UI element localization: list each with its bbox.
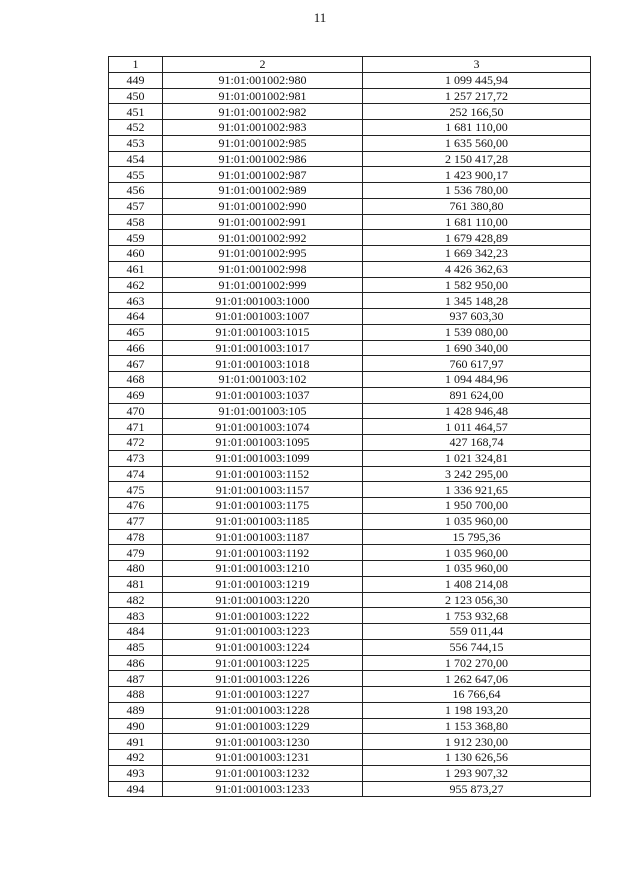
table-row (109, 340, 591, 356)
row-number-cell: 493 (109, 765, 163, 781)
table-row (109, 387, 591, 403)
table-row (109, 655, 591, 671)
table-row (109, 135, 591, 151)
cadastral-number-cell: 91:01:001002:985 (163, 135, 363, 151)
cadastral-number-cell: 91:01:001002:999 (163, 277, 363, 293)
table-row (109, 214, 591, 230)
cadastral-number-cell: 91:01:001003:1210 (163, 561, 363, 577)
cadastral-number-cell: 91:01:001003:1220 (163, 592, 363, 608)
row-number-cell: 450 (109, 88, 163, 104)
table-row (109, 167, 591, 183)
value-cell: 1 582 950,00 (363, 277, 591, 293)
row-number-cell: 488 (109, 687, 163, 703)
cadastral-value-table (108, 56, 591, 797)
table-row (109, 765, 591, 781)
row-number-cell: 491 (109, 734, 163, 750)
row-number-cell: 463 (109, 293, 163, 309)
cadastral-number-cell: 91:01:001003:1099 (163, 450, 363, 466)
cadastral-number-cell: 91:01:001002:992 (163, 230, 363, 246)
row-number-cell: 476 (109, 498, 163, 514)
cadastral-number-cell: 91:01:001003:1223 (163, 624, 363, 640)
value-cell: 1 408 214,08 (363, 576, 591, 592)
cadastral-number-cell: 91:01:001003:1157 (163, 482, 363, 498)
value-cell: 1 702 270,00 (363, 655, 591, 671)
value-cell: 1 130 626,56 (363, 750, 591, 766)
row-number-cell: 451 (109, 104, 163, 120)
value-cell: 1 035 960,00 (363, 561, 591, 577)
value-cell: 1 950 700,00 (363, 498, 591, 514)
row-number-cell: 461 (109, 261, 163, 277)
value-cell: 1 262 647,06 (363, 671, 591, 687)
table-row (109, 277, 591, 293)
table-row (109, 592, 591, 608)
row-number-cell: 487 (109, 671, 163, 687)
table-row (109, 230, 591, 246)
table-row (109, 435, 591, 451)
row-number-cell: 469 (109, 387, 163, 403)
cadastral-number-cell: 91:01:001003:1227 (163, 687, 363, 703)
row-number-cell: 474 (109, 466, 163, 482)
row-number-cell: 468 (109, 372, 163, 388)
row-number-cell: 453 (109, 135, 163, 151)
table-row (109, 198, 591, 214)
table-row (109, 450, 591, 466)
row-number-cell: 484 (109, 624, 163, 640)
value-cell: 1 690 340,00 (363, 340, 591, 356)
value-cell: 1 257 217,72 (363, 88, 591, 104)
row-number-cell: 477 (109, 513, 163, 529)
row-number-cell: 473 (109, 450, 163, 466)
cadastral-number-cell: 91:01:001003:1232 (163, 765, 363, 781)
row-number-cell: 466 (109, 340, 163, 356)
value-cell: 937 603,30 (363, 309, 591, 325)
row-number-cell: 460 (109, 246, 163, 262)
value-cell: 2 150 417,28 (363, 151, 591, 167)
row-number-cell: 475 (109, 482, 163, 498)
table-row (109, 246, 591, 262)
cadastral-number-cell: 91:01:001002:986 (163, 151, 363, 167)
row-number-cell: 458 (109, 214, 163, 230)
table-row (109, 419, 591, 435)
table-row (109, 183, 591, 199)
table-row (109, 324, 591, 340)
column-header: 2 (163, 57, 363, 73)
value-cell: 2 123 056,30 (363, 592, 591, 608)
row-number-cell: 459 (109, 230, 163, 246)
row-number-cell: 457 (109, 198, 163, 214)
table-row (109, 498, 591, 514)
value-cell: 427 168,74 (363, 435, 591, 451)
row-number-cell: 479 (109, 545, 163, 561)
value-cell: 1 681 110,00 (363, 120, 591, 136)
row-number-cell: 494 (109, 781, 163, 797)
cadastral-number-cell: 91:01:001002:998 (163, 261, 363, 277)
cadastral-number-cell: 91:01:001002:980 (163, 72, 363, 88)
cadastral-number-cell: 91:01:001002:991 (163, 214, 363, 230)
table-row (109, 608, 591, 624)
table-row (109, 356, 591, 372)
row-number-cell: 470 (109, 403, 163, 419)
table-row (109, 576, 591, 592)
cadastral-number-cell: 91:01:001002:982 (163, 104, 363, 120)
table-row (109, 671, 591, 687)
value-cell: 1 345 148,28 (363, 293, 591, 309)
value-cell: 761 380,80 (363, 198, 591, 214)
value-cell: 1 912 230,00 (363, 734, 591, 750)
table-row (109, 513, 591, 529)
cadastral-number-cell: 91:01:001003:1222 (163, 608, 363, 624)
cadastral-number-cell: 91:01:001003:1192 (163, 545, 363, 561)
table-row (109, 261, 591, 277)
row-number-cell: 452 (109, 120, 163, 136)
value-cell: 1 094 484,96 (363, 372, 591, 388)
value-cell: 1 035 960,00 (363, 513, 591, 529)
row-number-cell: 483 (109, 608, 163, 624)
table-row (109, 372, 591, 388)
row-number-cell: 449 (109, 72, 163, 88)
cadastral-number-cell: 91:01:001003:1037 (163, 387, 363, 403)
value-cell: 1 099 445,94 (363, 72, 591, 88)
cadastral-number-cell: 91:01:001003:1074 (163, 419, 363, 435)
table-row (109, 561, 591, 577)
cadastral-number-cell: 91:01:001002:995 (163, 246, 363, 262)
value-cell: 15 795,36 (363, 529, 591, 545)
cadastral-number-cell: 91:01:001003:1017 (163, 340, 363, 356)
table-row (109, 403, 591, 419)
cadastral-number-cell: 91:01:001003:1185 (163, 513, 363, 529)
cadastral-number-cell: 91:01:001003:1230 (163, 734, 363, 750)
value-cell: 1 428 946,48 (363, 403, 591, 419)
cadastral-number-cell: 91:01:001003:1226 (163, 671, 363, 687)
row-number-cell: 480 (109, 561, 163, 577)
row-number-cell: 465 (109, 324, 163, 340)
cadastral-number-cell: 91:01:001003:1219 (163, 576, 363, 592)
row-number-cell: 464 (109, 309, 163, 325)
cadastral-number-cell: 91:01:001003:1233 (163, 781, 363, 797)
table-row (109, 104, 591, 120)
column-header: 3 (363, 57, 591, 73)
table-row (109, 151, 591, 167)
value-cell: 252 166,50 (363, 104, 591, 120)
value-cell: 1 011 464,57 (363, 419, 591, 435)
value-cell: 955 873,27 (363, 781, 591, 797)
cadastral-number-cell: 91:01:001002:989 (163, 183, 363, 199)
row-number-cell: 467 (109, 356, 163, 372)
table-row (109, 88, 591, 104)
row-number-cell: 482 (109, 592, 163, 608)
cadastral-number-cell: 91:01:001003:1015 (163, 324, 363, 340)
value-cell: 1 336 921,65 (363, 482, 591, 498)
table-row (109, 687, 591, 703)
table-row (109, 750, 591, 766)
value-cell: 760 617,97 (363, 356, 591, 372)
cadastral-number-cell: 91:01:001003:1007 (163, 309, 363, 325)
value-cell: 1 753 932,68 (363, 608, 591, 624)
cadastral-number-cell: 91:01:001002:987 (163, 167, 363, 183)
value-cell: 1 198 193,20 (363, 702, 591, 718)
table-row (109, 624, 591, 640)
cadastral-number-cell: 91:01:001003:1175 (163, 498, 363, 514)
row-number-cell: 492 (109, 750, 163, 766)
cadastral-number-cell: 91:01:001003:1231 (163, 750, 363, 766)
value-cell: 16 766,64 (363, 687, 591, 703)
row-number-cell: 454 (109, 151, 163, 167)
value-cell: 1 679 428,89 (363, 230, 591, 246)
row-number-cell: 478 (109, 529, 163, 545)
table-row (109, 293, 591, 309)
value-cell: 1 293 907,32 (363, 765, 591, 781)
value-cell: 4 426 362,63 (363, 261, 591, 277)
value-cell: 1 681 110,00 (363, 214, 591, 230)
value-cell: 3 242 295,00 (363, 466, 591, 482)
cadastral-number-cell: 91:01:001003:1187 (163, 529, 363, 545)
cadastral-number-cell: 91:01:001002:981 (163, 88, 363, 104)
table-row (109, 482, 591, 498)
cadastral-number-cell: 91:01:001003:1152 (163, 466, 363, 482)
row-number-cell: 490 (109, 718, 163, 734)
table-row (109, 120, 591, 136)
cadastral-number-cell: 91:01:001003:105 (163, 403, 363, 419)
table-row (109, 72, 591, 88)
cadastral-number-cell: 91:01:001003:102 (163, 372, 363, 388)
cadastral-number-cell: 91:01:001003:1224 (163, 639, 363, 655)
row-number-cell: 471 (109, 419, 163, 435)
cadastral-number-cell: 91:01:001003:1095 (163, 435, 363, 451)
value-cell: 1 153 368,80 (363, 718, 591, 734)
cadastral-number-cell: 91:01:001003:1018 (163, 356, 363, 372)
cadastral-number-cell: 91:01:001002:983 (163, 120, 363, 136)
value-cell: 1 035 960,00 (363, 545, 591, 561)
table-row (109, 545, 591, 561)
value-cell: 1 423 900,17 (363, 167, 591, 183)
page-number: 11 (313, 10, 327, 25)
value-cell: 559 011,44 (363, 624, 591, 640)
row-number-cell: 455 (109, 167, 163, 183)
table-row (109, 702, 591, 718)
row-number-cell: 456 (109, 183, 163, 199)
cadastral-number-cell: 91:01:001003:1000 (163, 293, 363, 309)
table-row (109, 309, 591, 325)
row-number-cell: 481 (109, 576, 163, 592)
row-number-cell: 472 (109, 435, 163, 451)
table-row (109, 781, 591, 797)
cadastral-number-cell: 91:01:001003:1229 (163, 718, 363, 734)
table-header-row (109, 57, 591, 73)
cadastral-number-cell: 91:01:001003:1225 (163, 655, 363, 671)
row-number-cell: 489 (109, 702, 163, 718)
table-row (109, 734, 591, 750)
row-number-cell: 486 (109, 655, 163, 671)
value-cell: 1 539 080,00 (363, 324, 591, 340)
column-header: 1 (109, 57, 163, 73)
value-cell: 891 624,00 (363, 387, 591, 403)
value-cell: 1 635 560,00 (363, 135, 591, 151)
value-cell: 1 021 324,81 (363, 450, 591, 466)
cadastral-number-cell: 91:01:001002:990 (163, 198, 363, 214)
table-row (109, 466, 591, 482)
value-cell: 1 669 342,23 (363, 246, 591, 262)
row-number-cell: 462 (109, 277, 163, 293)
row-number-cell: 485 (109, 639, 163, 655)
value-cell: 1 536 780,00 (363, 183, 591, 199)
cadastral-number-cell: 91:01:001003:1228 (163, 702, 363, 718)
table-row (109, 639, 591, 655)
value-cell: 556 744,15 (363, 639, 591, 655)
table-row (109, 529, 591, 545)
table-row (109, 718, 591, 734)
